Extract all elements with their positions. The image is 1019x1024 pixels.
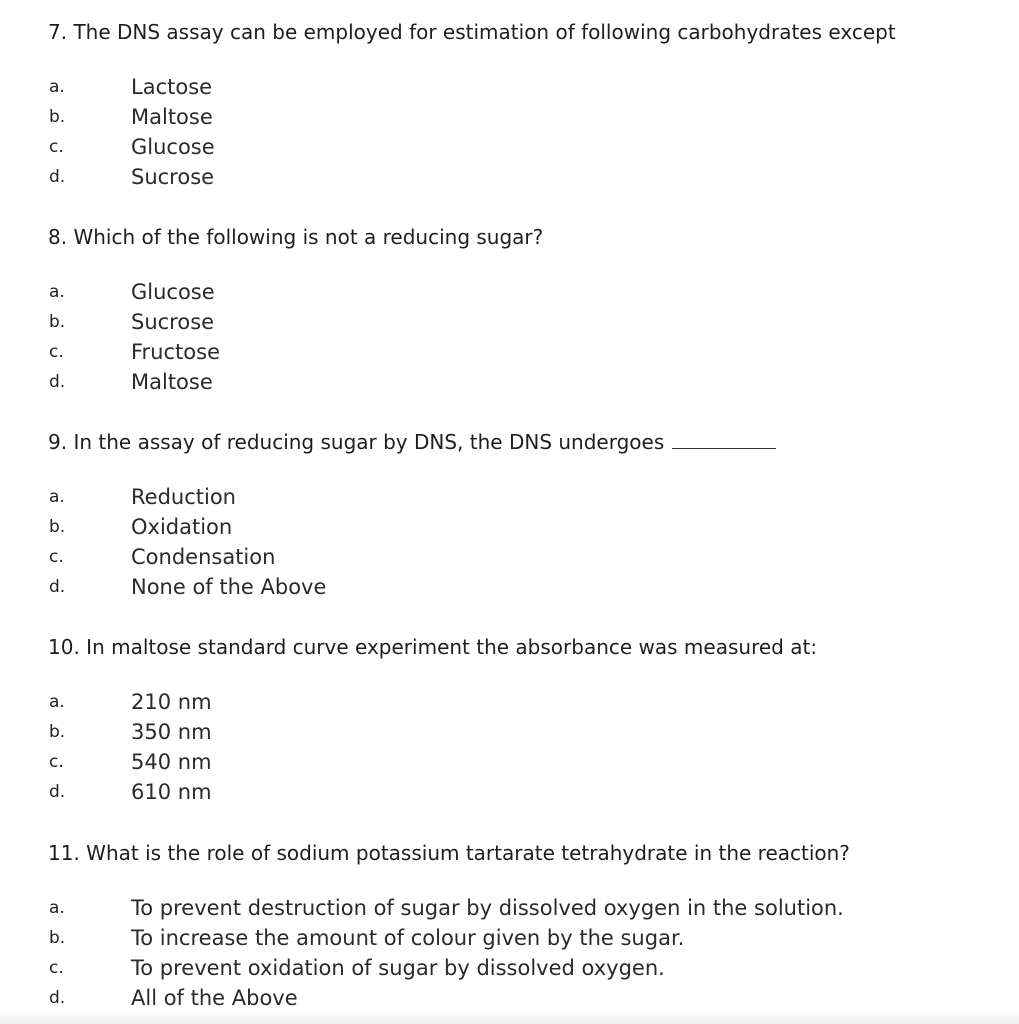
option-letter: a. bbox=[49, 487, 65, 507]
option-text: All of the Above bbox=[131, 986, 298, 1010]
option-letter: b. bbox=[49, 107, 66, 127]
option-letter: b. bbox=[49, 312, 66, 332]
option-text: 350 nm bbox=[131, 720, 212, 744]
option-10d bbox=[0, 777, 1019, 807]
question-11-text bbox=[48, 841, 850, 865]
option-11b bbox=[0, 923, 1019, 953]
option-letter: d. bbox=[49, 372, 66, 392]
option-letter: d. bbox=[49, 167, 66, 187]
option-letter: a. bbox=[49, 692, 65, 712]
option-10b bbox=[0, 717, 1019, 747]
option-letter: c. bbox=[49, 547, 64, 567]
question-stem: What is the role of sodium potassium tartarate tetrahydrate in the reaction? bbox=[86, 841, 850, 865]
option-9c bbox=[0, 542, 1019, 572]
question-number: 7. bbox=[48, 20, 68, 44]
option-text: Maltose bbox=[131, 105, 213, 129]
option-7d bbox=[0, 162, 1019, 192]
option-7a bbox=[0, 72, 1019, 102]
question-8-text bbox=[48, 225, 543, 249]
option-letter: b. bbox=[49, 517, 66, 537]
option-letter: a. bbox=[49, 282, 65, 302]
question-9-text bbox=[48, 430, 776, 454]
option-letter: c. bbox=[49, 137, 64, 157]
answer-blank bbox=[672, 447, 776, 449]
option-text: Glucose bbox=[131, 280, 215, 304]
question-number: 9. bbox=[48, 430, 68, 454]
option-10a bbox=[0, 687, 1019, 717]
option-8d bbox=[0, 367, 1019, 397]
option-text: To increase the amount of colour given by the sugar. bbox=[131, 926, 685, 950]
option-10c bbox=[0, 747, 1019, 777]
option-9b bbox=[0, 512, 1019, 542]
option-letter: c. bbox=[49, 958, 64, 978]
question-10-text bbox=[48, 635, 817, 659]
option-letter: d. bbox=[49, 577, 66, 597]
option-text: None of the Above bbox=[131, 575, 327, 599]
option-11a bbox=[0, 893, 1019, 923]
option-letter: d. bbox=[49, 782, 66, 802]
option-7b bbox=[0, 102, 1019, 132]
option-text: To prevent destruction of sugar by dissolved oxygen in the solution. bbox=[131, 896, 844, 920]
question-number: 8. bbox=[48, 225, 68, 249]
option-8b bbox=[0, 307, 1019, 337]
option-text: Lactose bbox=[131, 75, 213, 99]
option-9d bbox=[0, 572, 1019, 602]
question-number: 10. bbox=[48, 635, 80, 659]
option-text: Fructose bbox=[131, 340, 220, 364]
option-8a bbox=[0, 277, 1019, 307]
question-stem: Which of the following is not a reducing sugar? bbox=[73, 225, 544, 249]
option-9a bbox=[0, 482, 1019, 512]
option-text: 610 nm bbox=[131, 780, 212, 804]
option-text: Oxidation bbox=[131, 515, 233, 539]
option-8c bbox=[0, 337, 1019, 367]
option-11c bbox=[0, 953, 1019, 983]
page-bottom-shadow bbox=[0, 1010, 1019, 1024]
option-letter: a. bbox=[49, 898, 65, 918]
option-text: To prevent oxidation of sugar by dissolved oxygen. bbox=[131, 956, 665, 980]
option-7c bbox=[0, 132, 1019, 162]
question-stem: In the assay of reducing sugar by DNS, the DNS undergoes bbox=[73, 430, 665, 454]
question-stem: The DNS assay can be employed for estimation of following carbohydrates except bbox=[73, 20, 896, 44]
option-letter: b. bbox=[49, 928, 66, 948]
option-text: Condensation bbox=[131, 545, 276, 569]
option-text: Glucose bbox=[131, 135, 215, 159]
option-text: Reduction bbox=[131, 485, 236, 509]
option-text: Sucrose bbox=[131, 165, 215, 189]
option-text: 540 nm bbox=[131, 750, 212, 774]
option-letter: c. bbox=[49, 752, 64, 772]
option-text: Sucrose bbox=[131, 310, 215, 334]
option-text: 210 nm bbox=[131, 690, 212, 714]
option-11d bbox=[0, 983, 1019, 1013]
question-number: 11. bbox=[48, 841, 80, 865]
option-letter: b. bbox=[49, 722, 66, 742]
option-letter: a. bbox=[49, 77, 65, 97]
option-text: Maltose bbox=[131, 370, 213, 394]
question-stem: In maltose standard curve experiment the absorbance was measured at: bbox=[86, 635, 818, 659]
option-letter: c. bbox=[49, 342, 64, 362]
question-7-text bbox=[48, 20, 896, 44]
option-letter: d. bbox=[49, 988, 66, 1008]
